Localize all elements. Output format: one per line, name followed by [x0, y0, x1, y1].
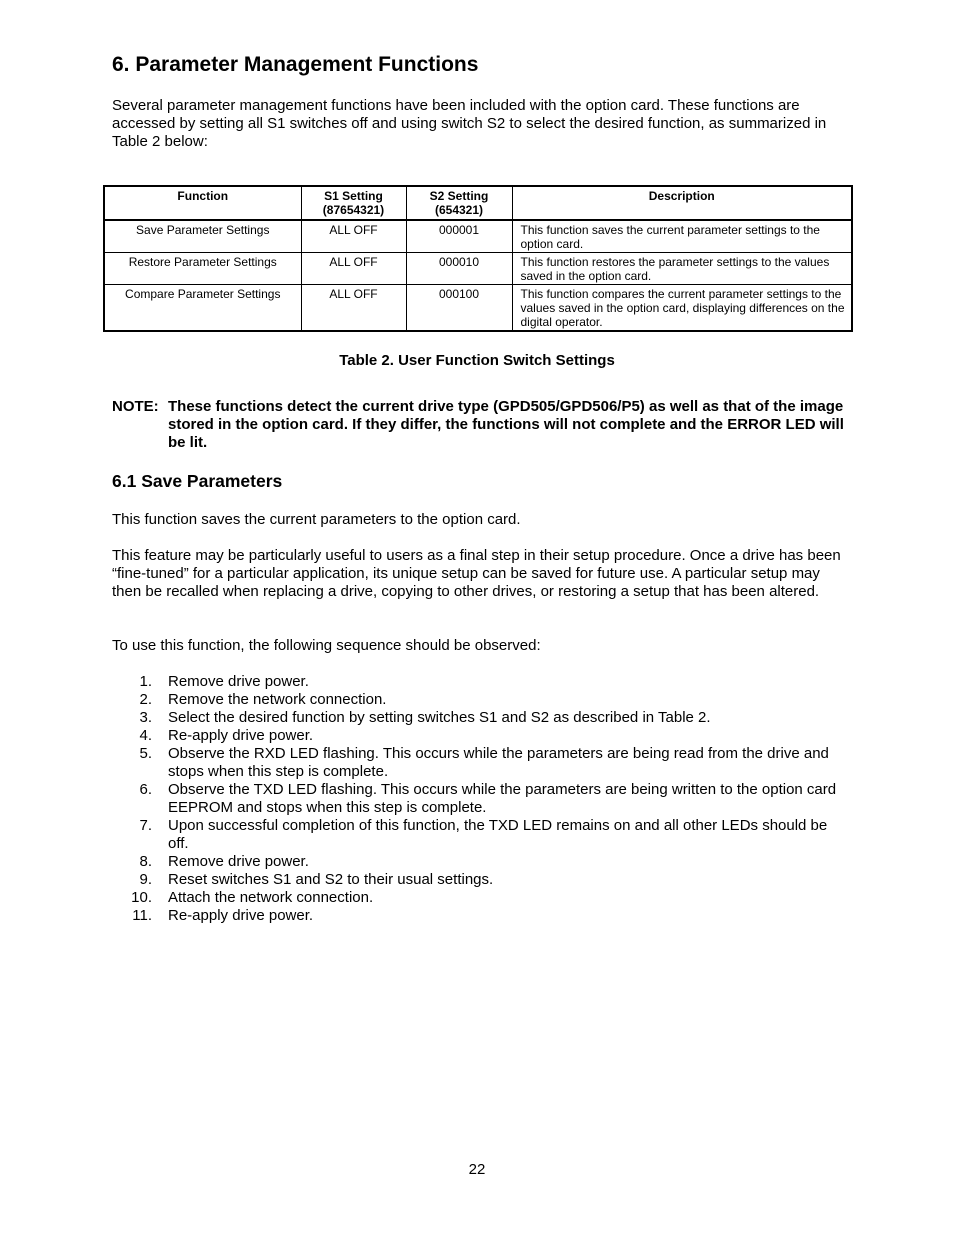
section-heading: 6. Parameter Management Functions	[112, 53, 479, 76]
header-s2-setting	[406, 186, 512, 220]
header-s2-line2: (654321)	[434, 203, 484, 217]
cell-s1: ALL OFF	[301, 253, 406, 285]
cell-description: This function saves the current parameter settings to the option card.	[512, 220, 852, 253]
note-text: These functions detect the current drive type (GPD505/GPD506/P5) as well as that of the image stored in the option card. If they differ, the functions will not complete and the ERROR LED will be lit.	[168, 398, 844, 451]
table-row	[104, 285, 852, 332]
cell-s2: 000100	[406, 285, 512, 332]
step-text: Upon successful completion of this function, the TXD LED remains on and all other LEDs should be off.	[168, 817, 828, 852]
intro-paragraph: Several parameter management functions have been included with the option card. These functions are accessed by setting all S1 switches off and using switch S2 to select the desired function, as summarized in Table 2 below:	[112, 97, 827, 150]
table-caption: Table 2. User Function Switch Settings	[339, 352, 615, 369]
table-row	[104, 220, 852, 253]
step-text: Remove drive power.	[168, 673, 309, 690]
list-item	[112, 745, 847, 781]
step-text: Reset switches S1 and S2 to their usual settings.	[168, 871, 494, 888]
list-item	[112, 871, 847, 889]
step-text: Remove the network connection.	[168, 691, 387, 708]
list-item	[112, 907, 847, 925]
cell-description: This function restores the parameter settings to the values saved in the option card.	[512, 253, 852, 285]
header-s1-line2: (87654321)	[322, 203, 385, 217]
steps-list	[112, 673, 847, 925]
cell-description: This function compares the current parameter settings to the values saved in the option card, displaying differences on the digital operator.	[512, 285, 852, 332]
step-number: 2.	[139, 691, 152, 708]
step-text: Attach the network connection.	[168, 889, 374, 906]
step-number: 4.	[139, 727, 152, 744]
list-item	[112, 817, 847, 853]
page-number: 22	[468, 1161, 486, 1178]
header-description: Description	[512, 186, 852, 220]
function-switch-table	[103, 185, 853, 332]
cell-s2: 000010	[406, 253, 512, 285]
table-header-row	[104, 186, 852, 220]
step-text: Remove drive power.	[168, 853, 309, 870]
step-number: 10.	[131, 889, 152, 906]
list-item	[112, 709, 847, 727]
header-function: Function	[104, 186, 301, 220]
step-number: 1.	[139, 673, 152, 690]
step-text: Observe the TXD LED flashing. This occurs while the parameters are being written to the option card EEPROM and stops when this step is complete.	[168, 781, 837, 816]
cell-function: Save Parameter Settings	[104, 220, 301, 253]
cell-s1: ALL OFF	[301, 285, 406, 332]
table-row	[104, 253, 852, 285]
paragraph: This feature may be particularly useful to users as a final step in their setup procedure. Once a drive has been “fine-tuned” for a particular application, its unique setup can be saved for future use. A particular setup may then be recalled when replacing a drive, copying to other drives, or restoring a setup that has been altered.	[112, 547, 841, 600]
step-text: Observe the RXD LED flashing. This occurs while the parameters are being read from the drive and stops when this step is complete.	[168, 745, 829, 780]
note-block	[112, 398, 847, 452]
step-number: 6.	[139, 781, 152, 798]
list-item	[112, 781, 847, 817]
cell-function: Restore Parameter Settings	[104, 253, 301, 285]
list-item	[112, 853, 847, 871]
subsection-heading: 6.1 Save Parameters	[112, 471, 283, 491]
cell-s2: 000001	[406, 220, 512, 253]
step-number: 3.	[139, 709, 152, 726]
cell-s1: ALL OFF	[301, 220, 406, 253]
list-item	[112, 691, 847, 709]
step-number: 5.	[139, 745, 152, 762]
paragraph: To use this function, the following sequence should be observed:	[112, 637, 541, 654]
header-s2-line1: S2 Setting	[429, 189, 489, 203]
step-text: Re-apply drive power.	[168, 727, 314, 744]
step-text: Select the desired function by setting switches S1 and S2 as described in Table 2.	[168, 709, 711, 726]
list-item	[112, 889, 847, 907]
step-text: Re-apply drive power.	[168, 907, 314, 924]
header-s1-setting	[301, 186, 406, 220]
step-number: 7.	[139, 817, 152, 834]
paragraph: This function saves the current parameters to the option card.	[112, 511, 521, 528]
step-number: 8.	[139, 853, 152, 870]
list-item	[112, 673, 847, 691]
list-item	[112, 727, 847, 745]
step-number: 11.	[132, 907, 152, 924]
step-number: 9.	[139, 871, 152, 888]
header-s1-line1: S1 Setting	[324, 189, 383, 203]
note-label: NOTE:	[112, 398, 159, 415]
cell-function: Compare Parameter Settings	[104, 285, 301, 332]
